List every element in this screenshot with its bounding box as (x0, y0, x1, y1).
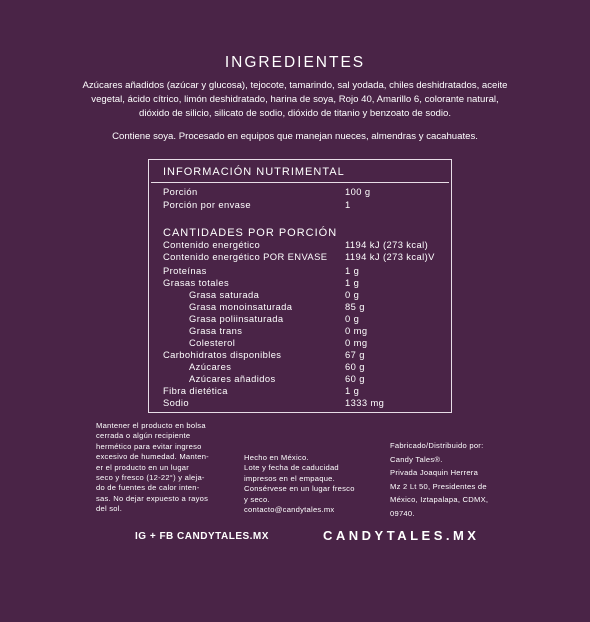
distributor-line: 09740. (390, 508, 415, 518)
nutrient-row (149, 265, 451, 277)
storage-line: cerrada o algún recipiente (96, 431, 191, 441)
serving-row (149, 186, 451, 198)
nutrient-value: 1194 kJ (273 kcal)V (345, 251, 435, 262)
nutrient-label: Azúcares añadidos (189, 373, 276, 384)
nutrition-title: INFORMACIÓN NUTRIMENTAL (163, 166, 345, 178)
nutrient-label: Grasa trans (189, 325, 243, 336)
nutrient-row (149, 313, 451, 325)
allergen-note: Contiene soya. Procesado en equipos que manejan nueces, almendras y cacahuates. (112, 131, 478, 142)
nutrient-row (149, 251, 451, 263)
storage-line: excesivo de humedad. Manten- (96, 452, 209, 462)
ingredients-title: INGREDIENTES (224, 54, 366, 71)
social-handle: IG + FB CANDYTALES.MX (135, 531, 269, 542)
origin-info (244, 453, 355, 515)
nutrient-label: Grasa monoinsaturada (189, 301, 293, 312)
nutrition-divider (151, 182, 449, 183)
storage-line: Mantener el producto en bolsa (96, 421, 206, 430)
origin-line: Lote y fecha de caducidad (244, 463, 339, 473)
nutrient-value: 0 g (345, 289, 360, 300)
storage-line: er el producto en un lugar (96, 462, 190, 472)
nutrient-value: 0 mg (345, 325, 368, 336)
storage-line: hermético para evitar ingreso (96, 441, 202, 451)
origin-line: Hecho en México. (244, 453, 309, 462)
nutrient-label: Contenido energético POR ENVASE (163, 251, 328, 262)
nutrient-value: 1194 kJ (273 kcal) (345, 239, 429, 250)
serving-label: Porción por envase (163, 199, 251, 210)
nutrient-label: Grasa poliinsaturada (189, 313, 284, 324)
nutrient-label: Fibra dietética (163, 385, 228, 396)
distributor-line: Privada Joaquin Herrera (390, 468, 479, 478)
nutrient-row (149, 301, 451, 313)
nutrient-row (149, 361, 451, 373)
serving-row (149, 199, 451, 211)
nutrient-label: Azúcares (189, 361, 232, 372)
storage-line: sas. No dejar expuesto a rayos (96, 493, 209, 503)
nutrition-panel (148, 159, 452, 413)
nutrient-row (149, 397, 451, 409)
nutrient-label: Sodio (163, 397, 189, 408)
contact-email: contacto@candytales.mx (244, 505, 335, 515)
nutrient-value: 60 g (345, 373, 365, 384)
nutrient-row (149, 239, 451, 251)
ingredients-text (82, 79, 508, 120)
nutrient-label: Carbohidratos disponibles (163, 349, 282, 360)
nutrient-label: Contenido energético (163, 239, 261, 250)
serving-label: Porción (163, 186, 198, 197)
nutrient-row (149, 277, 451, 289)
origin-line: impresos en el empaque. (244, 473, 336, 483)
website-brand: CANDYTALES.MX (323, 528, 480, 543)
ingredients-line: vegetal, ácido cítrico, limón deshidratado, harina de soya, Rojo 40, Amarillo 6, colorante natural, (91, 93, 499, 105)
nutrient-value: 60 g (345, 361, 365, 372)
serving-value: 100 g (345, 186, 371, 197)
ingredients-line: Azúcares añadidos (azúcar y glucosa), tejocote, tamarindo, sal yodada, chiles deshidratados, aceite (82, 80, 508, 91)
origin-line: y seco. (244, 494, 270, 504)
origin-line: Consérvese en un lugar fresco (244, 484, 355, 494)
nutrient-value: 0 g (345, 313, 360, 324)
distributor-line: Candy Tales®. (390, 454, 443, 464)
ingredients-line: dióxido de silicio, silicato de sodio, dióxido de titanio y benzoato de sodio. (139, 107, 451, 119)
nutrient-value: 1 g (345, 265, 360, 276)
nutrient-value: 0 mg (345, 337, 368, 348)
nutrient-value: 1 g (345, 277, 360, 288)
nutrient-value: 1333 mg (345, 397, 385, 408)
nutrient-label: Grasas totales (163, 277, 230, 288)
distributor-line: Mz 2 Lt 50, Presidentes de (390, 481, 487, 491)
serving-value: 1 (345, 199, 351, 210)
nutrient-label: Grasa saturada (189, 289, 260, 300)
nutrient-row (149, 349, 451, 361)
storage-line: do de fuentes de calor inten- (96, 483, 200, 493)
nutrient-label: Colesterol (189, 337, 236, 348)
nutrient-row (149, 325, 451, 337)
storage-instructions (96, 421, 209, 515)
storage-line: seco y fresco (12-22°) y aleja- (96, 473, 205, 483)
nutrient-value: 85 g (345, 301, 365, 312)
per-serving-title: CANTIDADES POR PORCIÓN (163, 227, 338, 239)
nutrient-value: 67 g (345, 349, 365, 360)
nutrient-row (149, 289, 451, 301)
nutrient-row (149, 373, 451, 385)
nutrient-row (149, 385, 451, 397)
nutrient-value: 1 g (345, 385, 360, 396)
nutrient-row (149, 337, 451, 349)
nutrient-label: Proteínas (163, 265, 207, 276)
distributor-info (390, 439, 488, 521)
storage-line: del sol. (96, 504, 123, 514)
distributor-line: Fabricado/Distribuido por: (390, 441, 484, 450)
distributor-line: México, Iztapalapa, CDMX, (390, 495, 489, 505)
